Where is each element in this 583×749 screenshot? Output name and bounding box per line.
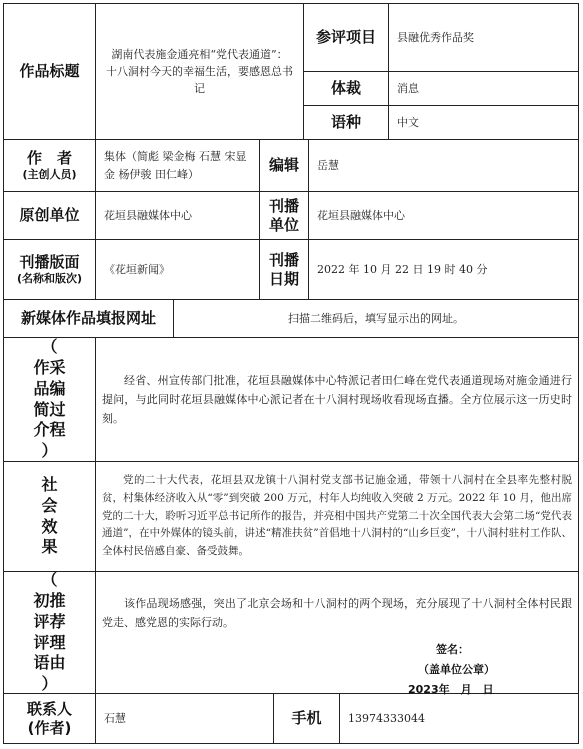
effect-text: 党的二十大代表，花垣县双龙镇十八洞村党支部书记施金通，带领十八洞村在全县率先整村脱贫，村集体经济收入从“零”到突破 200 万元，村年人均纯收入突破 2 万元。2022 年 10 月，他出席党的二十大，聆听习近平总书记所作的报告，并亮相中国共产党第二十次全国代表大会第二场“党代表通道”，在中外媒体的镜头前，讲述“精准扶贫”首倡地十八洞村的“山乡巨变”，十八洞村驻村工作队、全体村民倍感自豪、备受鼓舞。 [102,473,572,558]
contact-label-text: 联系人 [26,699,72,718]
review-label-line: 评理 [33,632,66,652]
title-label: 作品标题 [4,4,96,140]
review-label-line: 语由 [33,653,66,673]
editor-label: 编辑 [260,140,309,192]
process-label-line: 作采 [33,357,66,377]
review-label-line: ） [41,674,58,694]
origin-label: 原创单位 [4,192,96,240]
review-label [4,572,96,694]
phone-value: 13974333044 [348,711,425,725]
process-text: 经省、州宣传部门批准，花垣县融媒体中心特派记者田仁峰在党代表通道现场对施金通进行提问，与此同时花垣县融媒体中心派记者在十八洞村现场收看现场直播。全方位展示这一历史时刻。 [102,373,572,426]
contact-value: 石慧 [96,694,274,743]
phone-label: 手机 [274,694,340,743]
contact-label [4,694,96,743]
author-value: 集体（简彪 梁金梅 石慧 宋显金 杨伊骏 田仁峰） [96,140,260,192]
review-label-line: 初推 [33,590,66,610]
author-label [4,140,96,192]
award-entry-form [3,3,579,744]
process-label-line: （ [41,337,58,357]
genre-label: 体裁 [304,72,389,106]
publisher-value: 花垣县融媒体中心 [309,192,578,240]
effect-label [4,462,96,572]
author-label-text: 作 者 [26,149,72,168]
review-date: 2023年 月 日 [408,682,494,696]
effect-label-line: 效 [41,516,58,536]
award-label: 参评项目 [304,4,389,72]
effect-text-cell [96,462,578,572]
review-text: 该作品现场感强，突出了北京会场和十八洞村的两个现场，充分展现了十八洞村全体村民跟党走、感党恩的实际行动。 [102,597,572,630]
url-label: 新媒体作品填报网址 [4,300,174,338]
editor-value: 岳慧 [309,140,578,192]
edition-label [4,240,96,300]
process-label-line: 品编 [33,378,66,398]
review-sign: 签名： [436,642,469,656]
process-label-line: 简过 [33,399,66,419]
effect-label-line: 社 [41,474,58,494]
origin-value: 花垣县融媒体中心 [96,192,260,240]
process-label [4,338,96,462]
review-label-line: （ [41,570,58,590]
contact-sublabel: (作者) [27,718,72,737]
language-label: 语种 [304,106,389,140]
award-value: 县融优秀作品奖 [389,4,578,72]
review-text-cell [96,572,578,694]
review-seal: （盖单位公章） [418,662,495,676]
edition-value: 《花垣新闻》 [96,240,260,300]
effect-label-line: 果 [41,537,58,557]
edition-sublabel: (名称和版次) [16,272,83,285]
review-label-line: 评荐 [33,611,66,631]
effect-label-line: 会 [41,495,58,515]
date-value: 2022 年 10 月 22 日 19 时 40 分 [309,240,578,300]
author-sublabel: (主创人员) [22,168,77,181]
title-value: 湖南代表施金通亮相“党代表通道”：十八洞村今天的幸福生活，要感恩总书记 [96,4,304,140]
publisher-label: 刊播单位 [260,192,309,240]
process-text-cell [96,338,578,462]
url-value: 扫描二维码后，填写显示出的网址。 [174,300,578,338]
language-value: 中文 [389,106,578,140]
date-label: 刊播日期 [260,240,309,300]
process-label-line: 介程 [33,420,66,440]
genre-value: 消息 [389,72,578,106]
process-label-line: ） [41,441,58,461]
edition-label-text: 刊播版面 [19,253,80,272]
